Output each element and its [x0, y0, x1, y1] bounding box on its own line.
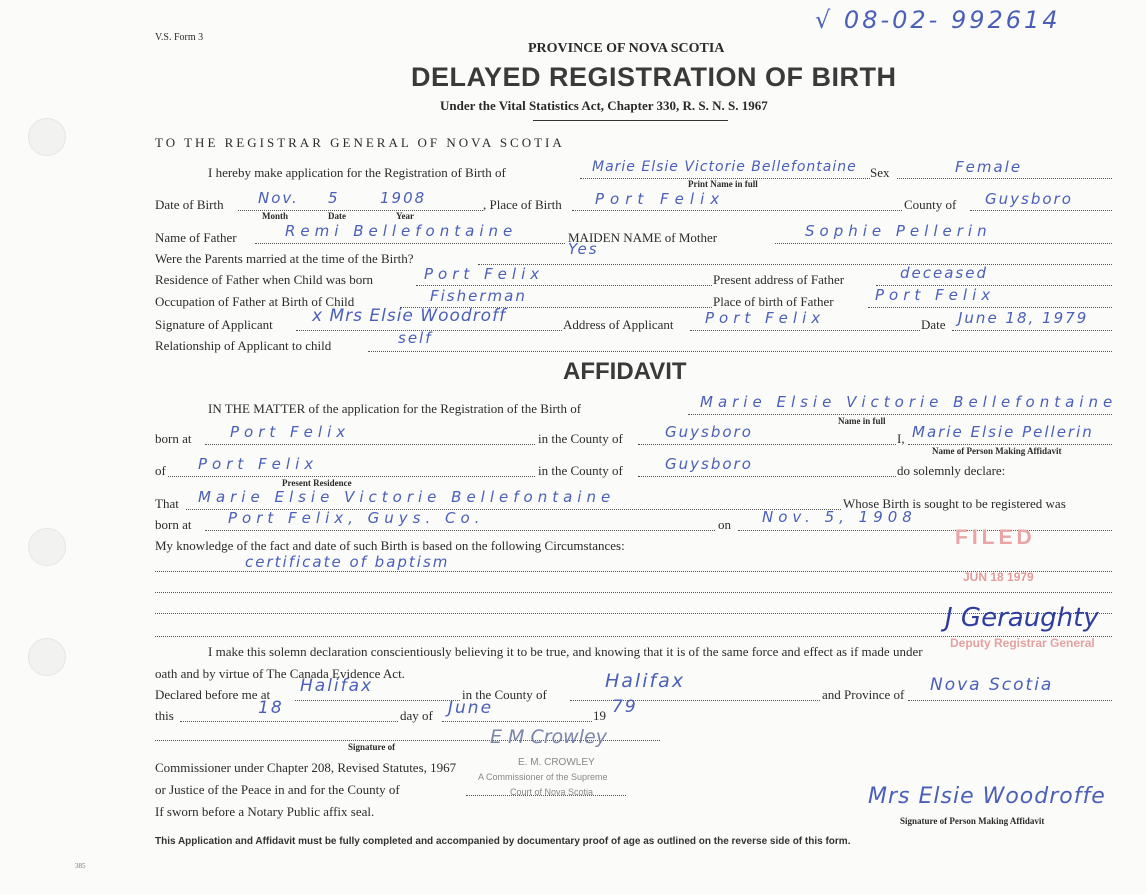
residence-value: Port Felix — [424, 265, 545, 283]
field-line — [738, 530, 1112, 531]
field-line — [897, 178, 1112, 179]
occupation-value: Fisherman — [430, 287, 527, 305]
father-birthplace-label: Place of birth of Father — [713, 294, 834, 309]
father-label: Name of Father — [155, 230, 237, 245]
field-line — [775, 243, 1112, 244]
registrar-title-stamp: Deputy Registrar General — [950, 636, 1095, 650]
footer-note: This Application and Affidavit must be fully completed and accompanied by documentary proof of age as outlined on the reverse side of this form. — [155, 836, 851, 847]
field-line — [205, 444, 535, 445]
affiant-hint: Name of Person Making Affidavit — [932, 446, 1062, 456]
county-value: Guysboro — [985, 190, 1073, 208]
application-intro: I hereby make application for the Registration of Birth of — [208, 165, 506, 180]
notary-label: If sworn before a Notary Public affix seal. — [155, 804, 375, 819]
born-at2-label: born at — [155, 517, 192, 532]
dob-date-value: 5 — [328, 189, 340, 207]
county3-value: Halifax — [605, 670, 686, 692]
field-line — [908, 700, 1112, 701]
in-county-label-2: in the County of — [538, 463, 623, 478]
county-value: Guysboro — [665, 423, 753, 441]
field-line — [205, 530, 715, 531]
field-line — [180, 721, 398, 722]
day-value: 18 — [258, 698, 284, 718]
applicant-signature-label: Signature of Applicant — [155, 317, 273, 332]
occupation-label: Occupation of Father at Birth of Child — [155, 294, 355, 309]
commissioner-stamp-line-2: Court of Nova Scotia — [510, 787, 594, 797]
date-value: June 18, 1979 — [958, 309, 1089, 327]
of-label: of — [155, 463, 166, 478]
field-line — [970, 210, 1112, 211]
that-name-value: Marie Elsie Victorie Bellefontaine — [198, 488, 616, 506]
month-value: June — [448, 698, 494, 718]
justice-label: or Justice of the Peace in and for the County of — [155, 782, 400, 797]
present-address-label: Present address of Father — [713, 272, 845, 287]
field-line — [255, 243, 565, 244]
form-title: DELAYED REGISTRATION OF BIRTH — [411, 62, 897, 92]
father-value: Remi Bellefontaine — [285, 222, 518, 240]
field-line — [638, 476, 896, 477]
married-value: Yes — [568, 240, 599, 258]
present-address-value: deceased — [900, 264, 988, 282]
sex-label: Sex — [870, 165, 890, 180]
addressee: TO THE REGISTRAR GENERAL OF NOVA SCOTIA — [155, 135, 565, 150]
affiant-name-value: Marie Elsie Pellerin — [912, 423, 1094, 441]
relationship-label: Relationship of Applicant to child — [155, 338, 332, 353]
affidavit-child-name: Marie Elsie Victorie Bellefontaine — [700, 393, 1118, 411]
this-label: this — [155, 708, 174, 723]
mother-value: Sophie Pellerin — [805, 222, 992, 240]
residence-value: Port Felix — [198, 455, 319, 473]
hint-date: Date — [328, 211, 346, 221]
whose-birth-label: Whose Birth is sought to be registered was — [843, 496, 1066, 511]
form-number: V.S. Form 3 — [155, 32, 204, 43]
province-value: Nova Scotia — [930, 675, 1054, 695]
field-line — [868, 307, 1112, 308]
applicant-address-value: Port Felix — [705, 309, 826, 327]
field-line — [952, 330, 1112, 331]
county-label: County of — [904, 197, 957, 212]
residence-label: Residence of Father when Child was born — [155, 272, 374, 287]
matter-intro: IN THE MATTER of the application for the Registration of the Birth of — [208, 401, 582, 416]
title-rule — [533, 120, 728, 121]
affidavit-heading: AFFIDAVIT — [563, 358, 687, 385]
field-line — [368, 351, 1112, 352]
punch-hole — [28, 528, 66, 566]
print-name-hint: Print Name in full — [688, 179, 758, 189]
filed-stamp: FILED — [955, 526, 1036, 549]
hint-year: Year — [396, 211, 414, 221]
place-label: , Place of Birth — [483, 197, 562, 212]
child-name-value: Marie Elsie Victorie Bellefontaine — [592, 159, 857, 175]
field-line — [478, 264, 1112, 265]
declaration-line-2: oath and by virtue of The Canada Evidence Act. — [155, 666, 405, 681]
married-label: Were the Parents married at the time of the Birth? — [155, 251, 414, 266]
circumstance-value: certificate of baptism — [245, 553, 450, 571]
punch-hole — [28, 118, 66, 156]
place-value: Port Felix — [595, 190, 726, 208]
father-birthplace-value: Port Felix — [875, 286, 996, 304]
born-at-label: born at — [155, 431, 192, 446]
born-at-value: Port Felix — [230, 423, 351, 441]
sex-value: Female — [955, 158, 1023, 176]
county3-label: in the County of — [462, 687, 547, 702]
day-of-label: day of — [400, 708, 433, 723]
field-line — [908, 444, 1112, 445]
born-at2-value: Port Felix, Guys. Co. — [228, 509, 485, 527]
field-line — [442, 721, 592, 722]
dob-year-value: 1908 — [380, 189, 427, 207]
file-number: √ 08-02- 992614 — [815, 6, 1061, 34]
commissioner-stamp-line-1: A Commissioner of the Supreme — [478, 772, 608, 782]
field-line — [295, 700, 460, 701]
form-subtitle: Under the Vital Statistics Act, Chapter 330, R. S. N. S. 1967 — [440, 98, 768, 113]
in-county-label: in the County of — [538, 431, 623, 446]
field-line — [416, 285, 712, 286]
applicant-address-label: Address of Applicant — [563, 317, 674, 332]
declared-at-value: Halifax — [300, 676, 374, 696]
that-label: That — [155, 496, 179, 511]
province-label: and Province of — [822, 687, 905, 702]
declare-label: do solemnly declare: — [897, 463, 1006, 478]
dob-label: Date of Birth — [155, 197, 224, 212]
registrar-signature: J Geraughty — [945, 603, 1099, 633]
i-label: I, — [897, 431, 905, 446]
commissioner-stamp-name: E. M. CROWLEY — [518, 757, 595, 768]
field-line — [690, 330, 920, 331]
on-label: on — [718, 517, 731, 532]
name-in-full-hint: Name in full — [838, 416, 886, 426]
punch-hole — [28, 638, 66, 676]
declared-label: Declared before me at — [155, 687, 271, 702]
field-line — [572, 210, 902, 211]
field-line — [688, 414, 1112, 415]
field-line — [638, 444, 896, 445]
knowledge-label: My knowledge of the fact and date of such Birth is based on the following Circumstances: — [155, 538, 625, 553]
province-heading: PROVINCE OF NOVA SCOTIA — [528, 41, 725, 56]
commissioner-signature: E M Crowley — [490, 726, 607, 748]
on-date-value: Nov. 5, 1908 — [762, 508, 917, 526]
signature-of-label: Signature of — [348, 742, 396, 752]
affiant-signature: Mrs Elsie Woodroffe — [868, 784, 1106, 809]
year-suffix-value: 79 — [612, 697, 638, 717]
relationship-value: self — [398, 329, 433, 347]
date-label: Date — [921, 317, 946, 332]
residence-hint: Present Residence — [282, 478, 352, 488]
circumstance-line — [155, 592, 1112, 593]
filed-date-stamp: JUN 18 1979 — [963, 570, 1034, 584]
footer-code: 385 — [75, 862, 86, 870]
county2-value: Guysboro — [665, 455, 753, 473]
dob-month-value: Nov. — [258, 189, 299, 207]
hint-month: Month — [262, 211, 289, 221]
field-line — [168, 476, 535, 477]
mother-label: MAIDEN NAME of Mother — [568, 230, 718, 245]
year-prefix: 19 — [593, 708, 606, 723]
applicant-signature-value: x Mrs Elsie Woodroff — [312, 306, 507, 326]
declaration-line-1: I make this solemn declaration conscientiously believing it to be true, and knowing that it is of the same force and effect as if made under — [208, 644, 923, 659]
field-line — [570, 700, 820, 701]
affiant-signature-label: Signature of Person Making Affidavit — [900, 816, 1045, 826]
commissioner-label: Commissioner under Chapter 208, Revised Statutes, 1967 — [155, 760, 457, 775]
